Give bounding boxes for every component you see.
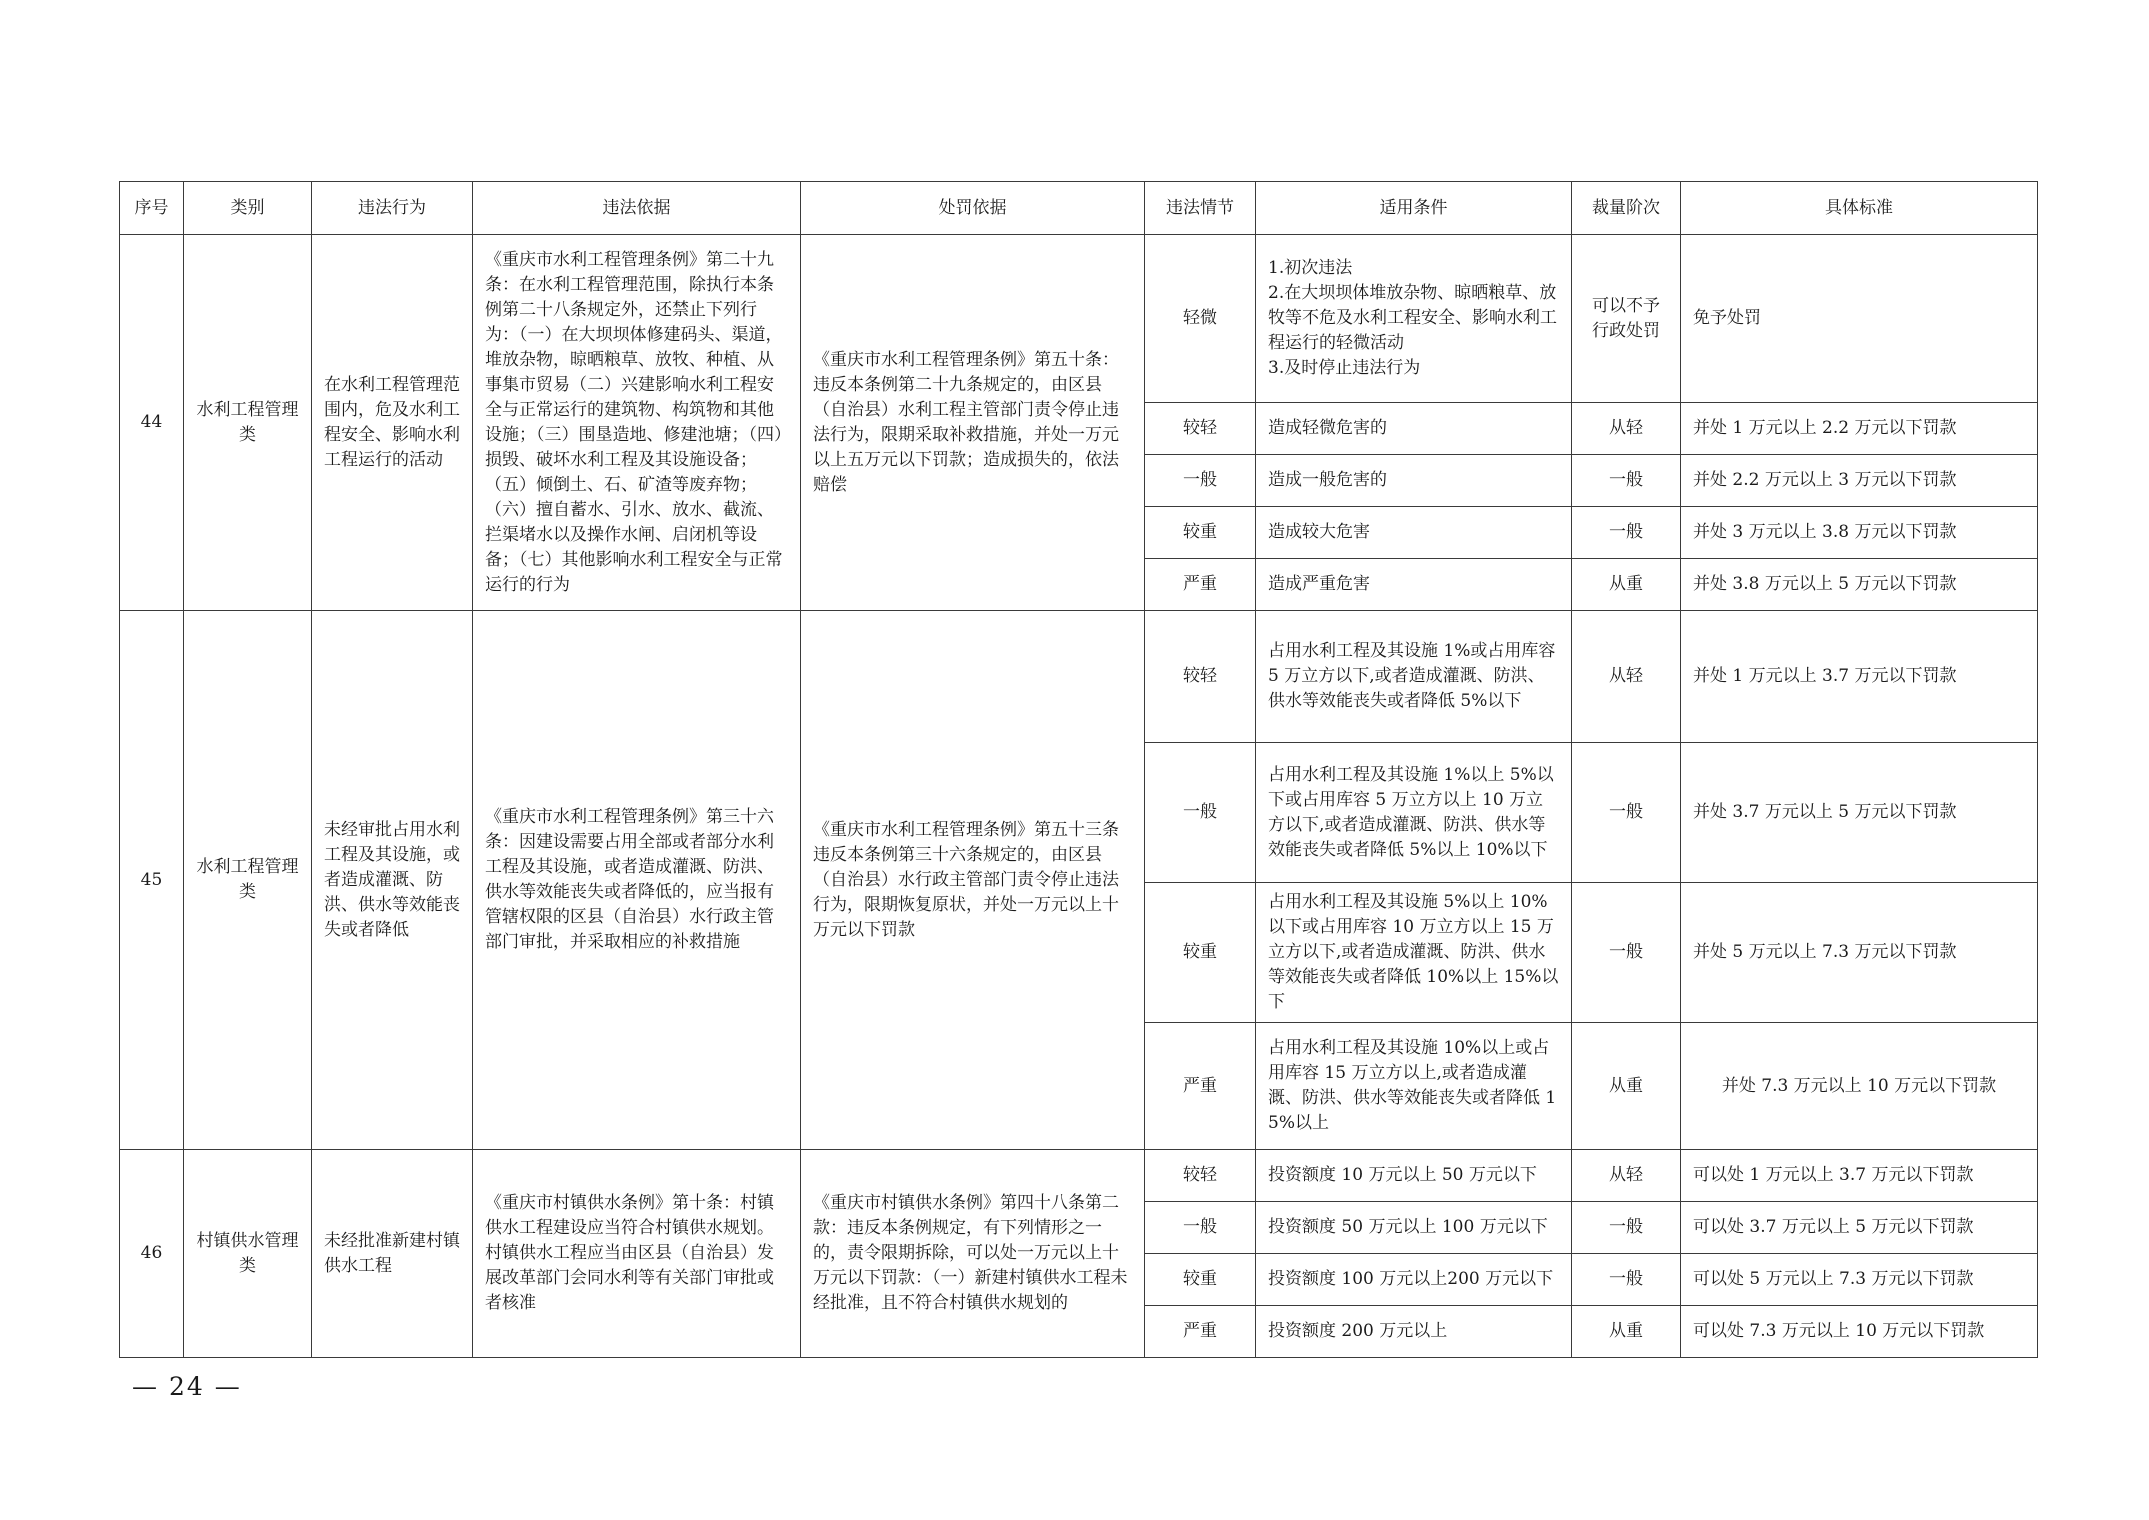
penalty-standard-table bbox=[119, 181, 2038, 1358]
table-row bbox=[120, 235, 2038, 403]
item-violation-act: 未经批准新建村镇供水工程 bbox=[312, 1150, 473, 1358]
header-cell: 裁量阶次 bbox=[1572, 182, 1681, 235]
item-penalty-basis: 《重庆市水利工程管理条例》第五十三条违反本条例第三十六条规定的，由区县（自治县）水行政主管部门责令停止违法行为，限期恢复原状，并处一万元以上十万元以下罚款 bbox=[801, 611, 1145, 1150]
level-standard: 并处 3 万元以上 3.8 万元以下罚款 bbox=[1681, 507, 2038, 559]
level-standard: 并处 2.2 万元以上 3 万元以下罚款 bbox=[1681, 455, 2038, 507]
item-number: 46 bbox=[120, 1150, 184, 1358]
level-standard: 并处 3.8 万元以上 5 万元以下罚款 bbox=[1681, 559, 2038, 611]
level-degree: 严重 bbox=[1145, 1306, 1256, 1358]
level-standard: 并处 1 万元以上 2.2 万元以下罚款 bbox=[1681, 403, 2038, 455]
level-condition: 造成严重危害 bbox=[1256, 559, 1572, 611]
header-cell: 处罚依据 bbox=[801, 182, 1145, 235]
level-condition: 投资额度 200 万元以上 bbox=[1256, 1306, 1572, 1358]
level-condition: 造成较大危害 bbox=[1256, 507, 1572, 559]
level-tier: 一般 bbox=[1572, 1254, 1681, 1306]
level-degree: 一般 bbox=[1145, 743, 1256, 883]
level-degree: 较重 bbox=[1145, 1254, 1256, 1306]
level-tier: 一般 bbox=[1572, 1202, 1681, 1254]
level-tier: 可以不予行政处罚 bbox=[1572, 235, 1681, 403]
level-condition: 占用水利工程及其设施 1%以上 5%以下或占用库容 5 万立方以上 10 万立方以下,或者造成灌溉、防洪、供水等效能丧失或者降低 5%以上 10%以下 bbox=[1256, 743, 1572, 883]
level-degree: 轻微 bbox=[1145, 235, 1256, 403]
level-tier: 从重 bbox=[1572, 1023, 1681, 1150]
level-condition: 造成轻微危害的 bbox=[1256, 403, 1572, 455]
level-standard: 可以处 7.3 万元以上 10 万元以下罚款 bbox=[1681, 1306, 2038, 1358]
item-number: 45 bbox=[120, 611, 184, 1150]
level-standard: 并处 5 万元以上 7.3 万元以下罚款 bbox=[1681, 883, 2038, 1023]
header-cell: 具体标准 bbox=[1681, 182, 2038, 235]
item-violation-act: 在水利工程管理范围内，危及水利工程安全、影响水利工程运行的活动 bbox=[312, 235, 473, 611]
level-standard: 并处 1 万元以上 3.7 万元以下罚款 bbox=[1681, 611, 2038, 743]
table-row bbox=[120, 611, 2038, 743]
item-violation-basis: 《重庆市水利工程管理条例》第二十九条：在水利工程管理范围，除执行本条例第二十八条规定外，还禁止下列行为：（一）在大坝坝体修建码头、渠道，堆放杂物，晾晒粮草、放牧、种植、从事集市贸易（二）兴建影响水利工程安全与正常运行的建筑物、构筑物和其他设施；（三）围垦造地、修建池塘；（四）损毁、破坏水利工程及其设施设备；（五）倾倒土、石、矿渣等废弃物；（六）擅自蓄水、引水、放水、截流、拦渠堵水以及操作水闸、启闭机等设备；（七）其他影响水利工程安全与正常运行的行为 bbox=[473, 235, 801, 611]
item-violation-basis: 《重庆市村镇供水条例》第十条：村镇供水工程建设应当符合村镇供水规划。村镇供水工程应当由区县（自治县）发展改革部门会同水利等有关部门审批或者核准 bbox=[473, 1150, 801, 1358]
header-cell: 违法行为 bbox=[312, 182, 473, 235]
level-condition: 投资额度 10 万元以上 50 万元以下 bbox=[1256, 1150, 1572, 1202]
item-violation-act: 未经审批占用水利工程及其设施，或者造成灌溉、防洪、供水等效能丧失或者降低 bbox=[312, 611, 473, 1150]
level-condition: 投资额度 50 万元以上 100 万元以下 bbox=[1256, 1202, 1572, 1254]
level-condition: 占用水利工程及其设施 10%以上或占用库容 15 万立方以上,或者造成灌溉、防洪、供水等效能丧失或者降低 15%以上 bbox=[1256, 1023, 1572, 1150]
header-cell: 类别 bbox=[184, 182, 312, 235]
header-cell: 违法依据 bbox=[473, 182, 801, 235]
level-degree: 较轻 bbox=[1145, 403, 1256, 455]
header-cell: 序号 bbox=[120, 182, 184, 235]
level-degree: 较轻 bbox=[1145, 611, 1256, 743]
level-tier: 从轻 bbox=[1572, 1150, 1681, 1202]
page-number: — 24 — bbox=[132, 1372, 242, 1401]
item-category: 水利工程管理类 bbox=[184, 611, 312, 1150]
level-tier: 一般 bbox=[1572, 743, 1681, 883]
item-category: 水利工程管理类 bbox=[184, 235, 312, 611]
level-tier: 从轻 bbox=[1572, 611, 1681, 743]
item-penalty-basis: 《重庆市村镇供水条例》第四十八条第二款：违反本条例规定，有下列情形之一的，责令限期拆除，可以处一万元以上十万元以下罚款：（一）新建村镇供水工程未经批准，且不符合村镇供水规划的 bbox=[801, 1150, 1145, 1358]
level-condition: 1.初次违法 2.在大坝坝体堆放杂物、晾晒粮草、放牧等不危及水利工程安全、影响水利工程运行的轻微活动 3.及时停止违法行为 bbox=[1256, 235, 1572, 403]
level-condition: 投资额度 100 万元以上200 万元以下 bbox=[1256, 1254, 1572, 1306]
level-standard: 可以处 1 万元以上 3.7 万元以下罚款 bbox=[1681, 1150, 2038, 1202]
table-header-row bbox=[120, 182, 2038, 235]
item-penalty-basis: 《重庆市水利工程管理条例》第五十条：违反本条例第二十九条规定的，由区县（自治县）水利工程主管部门责令停止违法行为，限期采取补救措施，并处一万元以上五万元以下罚款；造成损失的，依法赔偿 bbox=[801, 235, 1145, 611]
level-standard: 可以处 3.7 万元以上 5 万元以下罚款 bbox=[1681, 1202, 2038, 1254]
header-cell: 违法情节 bbox=[1145, 182, 1256, 235]
level-degree: 严重 bbox=[1145, 559, 1256, 611]
level-standard: 并处 3.7 万元以上 5 万元以下罚款 bbox=[1681, 743, 2038, 883]
header-cell: 适用条件 bbox=[1256, 182, 1572, 235]
item-category: 村镇供水管理类 bbox=[184, 1150, 312, 1358]
level-tier: 从重 bbox=[1572, 1306, 1681, 1358]
level-tier: 一般 bbox=[1572, 883, 1681, 1023]
level-standard: 并处 7.3 万元以上 10 万元以下罚款 bbox=[1681, 1023, 2038, 1150]
level-standard: 可以处 5 万元以上 7.3 万元以下罚款 bbox=[1681, 1254, 2038, 1306]
level-condition: 造成一般危害的 bbox=[1256, 455, 1572, 507]
level-condition: 占用水利工程及其设施 5%以上 10%以下或占用库容 10 万立方以上 15 万立方以下,或者造成灌溉、防洪、供水等效能丧失或者降低 10%以上 15%以下 bbox=[1256, 883, 1572, 1023]
level-tier: 从重 bbox=[1572, 559, 1681, 611]
level-degree: 一般 bbox=[1145, 1202, 1256, 1254]
level-tier: 一般 bbox=[1572, 455, 1681, 507]
level-tier: 从轻 bbox=[1572, 403, 1681, 455]
level-degree: 较轻 bbox=[1145, 1150, 1256, 1202]
level-standard: 免予处罚 bbox=[1681, 235, 2038, 403]
level-condition: 占用水利工程及其设施 1%或占用库容 5 万立方以下,或者造成灌溉、防洪、供水等效能丧失或者降低 5%以下 bbox=[1256, 611, 1572, 743]
level-degree: 一般 bbox=[1145, 455, 1256, 507]
level-degree: 严重 bbox=[1145, 1023, 1256, 1150]
item-violation-basis: 《重庆市水利工程管理条例》第三十六条：因建设需要占用全部或者部分水利工程及其设施，或者造成灌溉、防洪、供水等效能丧失或者降低的，应当报有管辖权限的区县（自治县）水行政主管部门审批，并采取相应的补救措施 bbox=[473, 611, 801, 1150]
level-degree: 较重 bbox=[1145, 507, 1256, 559]
level-tier: 一般 bbox=[1572, 507, 1681, 559]
table-row bbox=[120, 1150, 2038, 1202]
level-degree: 较重 bbox=[1145, 883, 1256, 1023]
item-number: 44 bbox=[120, 235, 184, 611]
